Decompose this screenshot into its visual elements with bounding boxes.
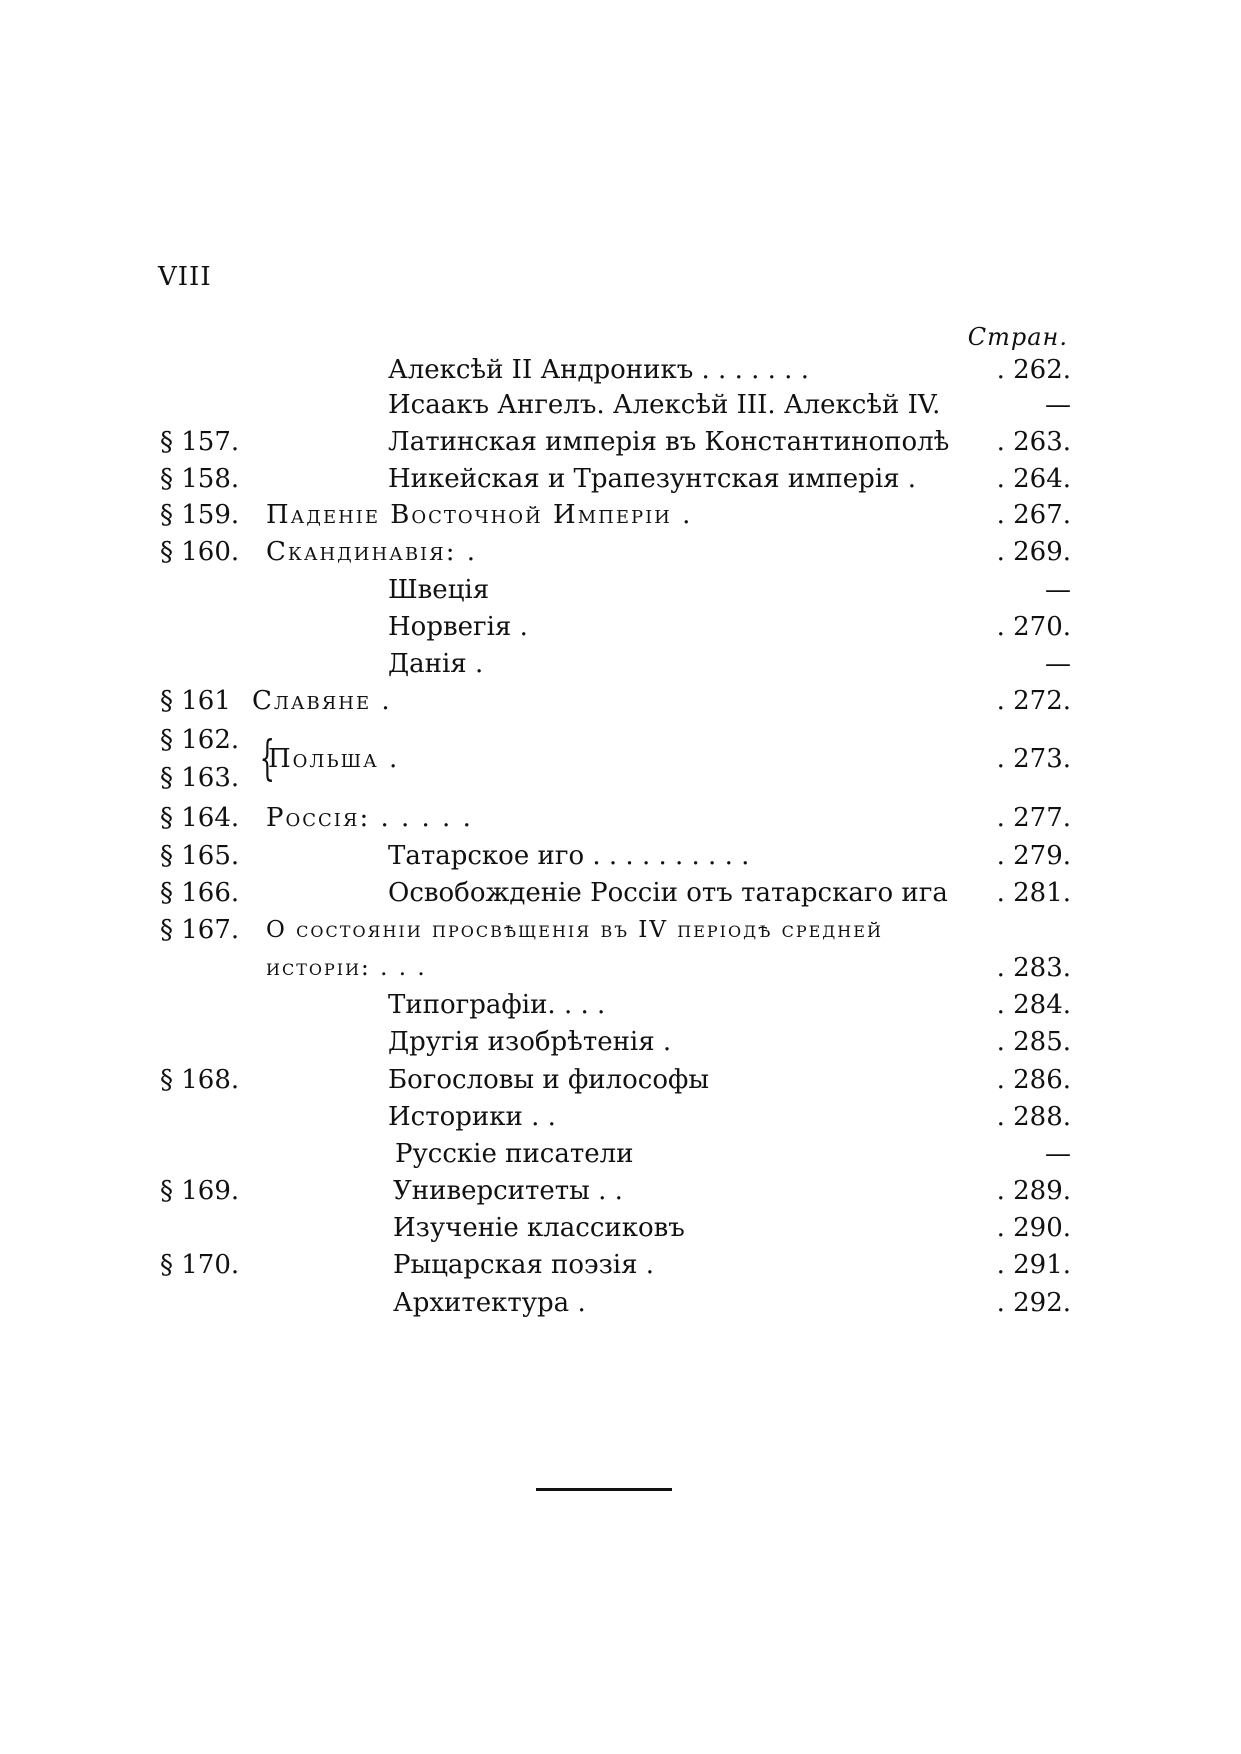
entry-page: . 264. <box>996 464 1071 494</box>
toc-entry-grouped <box>0 722 1241 798</box>
entry-title: Русскіе писатели <box>395 1139 634 1169</box>
entry-section: § 169. <box>160 1176 240 1206</box>
entry-page: . 284. <box>996 990 1071 1020</box>
entry-page: . 290. <box>996 1213 1071 1243</box>
entry-section: § 158. <box>160 464 240 494</box>
page-number: VIII <box>158 262 212 292</box>
entry-page: . 270. <box>996 612 1071 642</box>
toc-entry <box>0 424 1241 460</box>
toc-entry <box>0 1173 1241 1209</box>
entry-page: . 285. <box>996 1027 1071 1057</box>
entry-title: Татарское иго . . . . . . . . . . <box>388 841 750 871</box>
toc-entry <box>0 352 1241 388</box>
entry-page: . 263. <box>996 427 1071 457</box>
toc-entry <box>0 1136 1241 1172</box>
entry-page: . 281. <box>996 878 1071 908</box>
toc-entry <box>0 1210 1241 1246</box>
toc-entry <box>0 387 1241 423</box>
entry-title: Освобожденіе Россіи отъ татарскаго ига <box>388 878 948 908</box>
entry-page: — <box>1045 575 1071 605</box>
entry-page: . 292. <box>996 1288 1071 1318</box>
entry-section: § 165. <box>160 841 240 871</box>
entry-page: . 288. <box>996 1102 1071 1132</box>
entry-title: Паденіе Восточной Имперіи . <box>266 500 693 530</box>
entry-section: § 163. <box>160 763 240 793</box>
toc-entry <box>0 838 1241 874</box>
entry-title: Скандинавія: . <box>266 537 477 567</box>
entry-page: . 269. <box>996 537 1071 567</box>
entry-section: § 164. <box>160 803 240 833</box>
entry-title: Архитектура . <box>393 1288 586 1318</box>
page-column-header: Стран. <box>967 323 1068 351</box>
entry-page: — <box>1045 1139 1071 1169</box>
entry-title: О состояніи просвѣщенія въ IV періодѣ средней <box>266 917 883 943</box>
entry-title: исторіи: . . . <box>266 955 427 981</box>
entry-section: § 160. <box>160 537 240 567</box>
toc-entry <box>0 572 1241 608</box>
toc-entry <box>0 875 1241 911</box>
toc-entry <box>0 1099 1241 1135</box>
toc-entry <box>0 497 1241 533</box>
toc-entry <box>0 534 1241 570</box>
entry-page: — <box>1045 390 1071 420</box>
entry-title: Университеты . . <box>393 1176 623 1206</box>
entry-section: § 170. <box>160 1250 240 1280</box>
entry-page: . 267. <box>996 500 1071 530</box>
entry-title: Рыцарская поэзія . <box>393 1250 655 1280</box>
entry-section: § 161 <box>160 686 231 716</box>
entry-page: . 286. <box>996 1065 1071 1095</box>
toc-entry <box>0 609 1241 645</box>
end-rule-divider <box>536 1488 672 1491</box>
entry-section: § 168. <box>160 1065 240 1095</box>
entry-title: Богословы и философы <box>388 1065 710 1095</box>
entry-page: . 272. <box>996 686 1071 716</box>
entry-title: Изученіе классиковъ <box>393 1213 685 1243</box>
entry-page: . 291. <box>996 1250 1071 1280</box>
entry-title: Швеція <box>388 575 490 605</box>
entry-page: . 289. <box>996 1176 1071 1206</box>
entry-title: Славяне . <box>252 686 392 716</box>
toc-entry <box>0 1024 1241 1060</box>
entry-title: Другія изобрѣтенія . <box>388 1027 672 1057</box>
toc-entry <box>0 646 1241 682</box>
toc-entry <box>0 1247 1241 1283</box>
entry-title: Россія: . . . . . <box>266 803 473 833</box>
toc-entry <box>0 987 1241 1023</box>
toc-entry <box>0 1285 1241 1321</box>
entry-page: — <box>1045 649 1071 679</box>
toc-entry <box>0 1062 1241 1098</box>
entry-title: Типографіи. . . . <box>388 990 606 1020</box>
entry-title: Латинская имперія въ Константинополѣ <box>388 427 950 457</box>
entry-title: Данія . <box>388 649 484 679</box>
entry-title: Алексѣй II Андроникъ . . . . . . . <box>388 355 809 385</box>
entry-page: . 283. <box>996 953 1071 983</box>
entry-section: § 167. <box>160 915 240 945</box>
entry-title: Польша . <box>268 744 400 774</box>
entry-page: . 262. <box>996 355 1071 385</box>
entry-section: § 159. <box>160 500 240 530</box>
toc-entry <box>0 912 1241 948</box>
entry-title: Никейская и Трапезунтская имперія . <box>388 464 917 494</box>
entry-section: § 157. <box>160 427 240 457</box>
toc-entry <box>0 683 1241 719</box>
entry-title: Норвегія . <box>388 612 528 642</box>
entry-title: Историки . . <box>388 1102 556 1132</box>
toc-entry <box>0 950 1241 986</box>
toc-entry <box>0 800 1241 836</box>
entry-page: . 273. <box>996 744 1071 774</box>
entry-page: . 277. <box>996 803 1071 833</box>
entry-title: Исаакъ Ангелъ. Алексѣй III. Алексѣй IV. <box>388 390 941 420</box>
entry-section: § 162. <box>160 725 240 755</box>
curly-brace-icon: { <box>259 730 275 786</box>
entry-page: . 279. <box>996 841 1071 871</box>
entry-section: § 166. <box>160 878 240 908</box>
toc-entry <box>0 461 1241 497</box>
